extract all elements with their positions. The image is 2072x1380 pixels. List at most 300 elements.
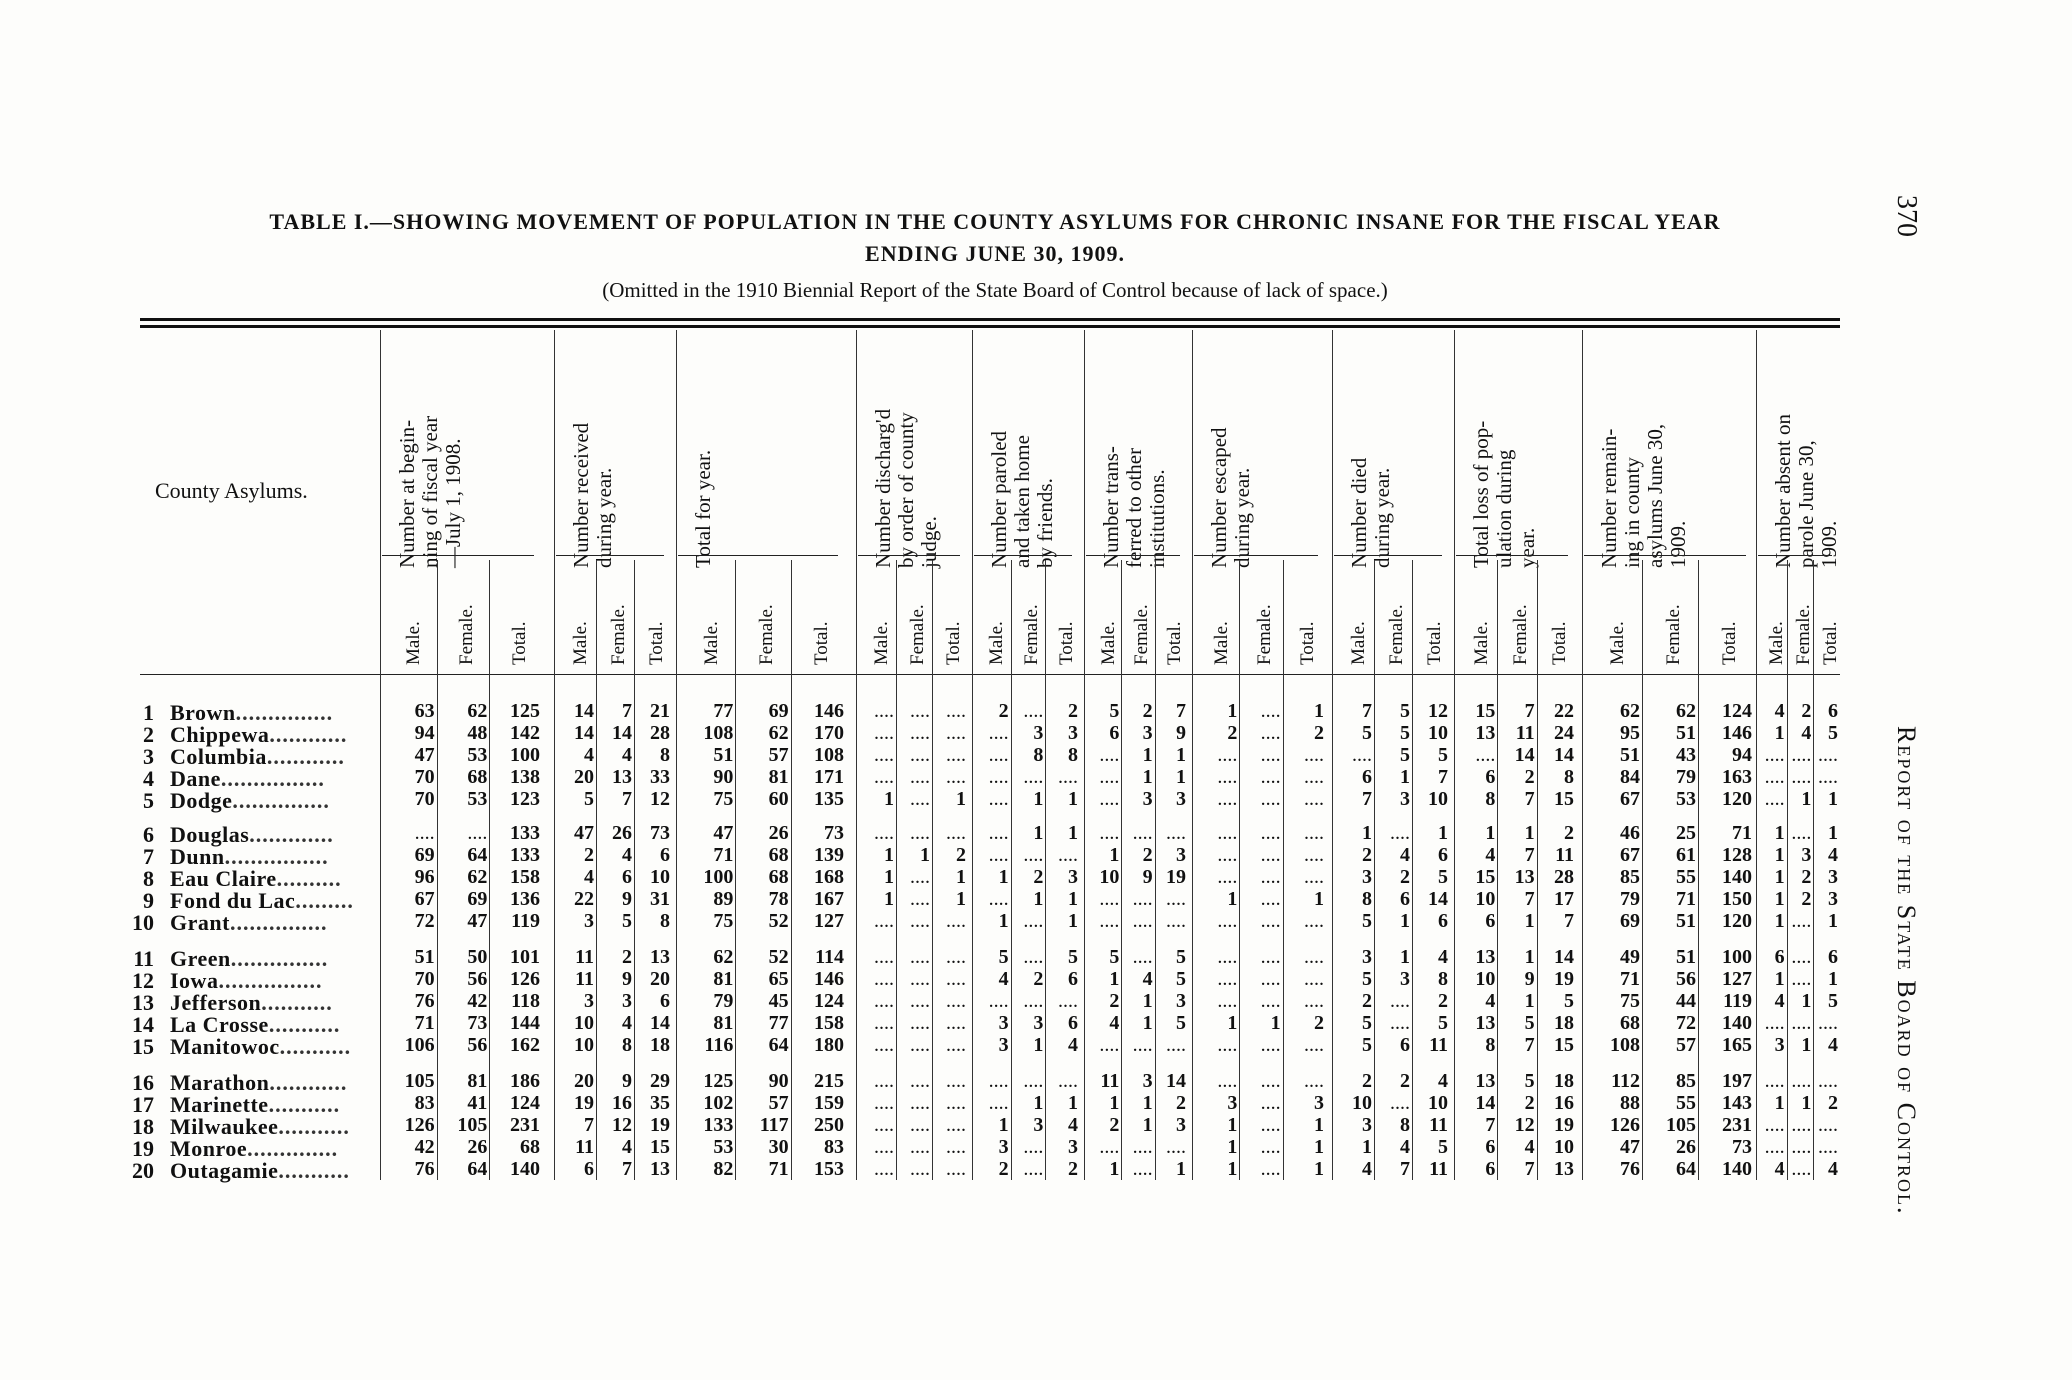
top-rule-1: [140, 318, 1840, 321]
table-cell: 100: [510, 744, 540, 766]
table-cell: ....: [1260, 990, 1281, 1012]
table-cell: 1: [956, 866, 966, 888]
table-cell: 2: [1033, 968, 1044, 990]
table-cell: 1: [884, 888, 894, 910]
table-cell: 69: [1620, 910, 1640, 932]
table-cell: ....: [910, 822, 930, 844]
table-cell: ....: [910, 722, 930, 744]
table-cell: 8: [1564, 766, 1574, 788]
table-cell: ....: [1260, 1136, 1281, 1158]
table-cell: 13: [612, 766, 632, 788]
table-cell: 1: [1068, 822, 1078, 844]
table-cell: 11: [1429, 1114, 1448, 1136]
table-cell: 7: [622, 700, 632, 722]
table-cell: ....: [946, 990, 966, 1012]
table-cell: 1: [1314, 888, 1324, 910]
table-cell: 3: [1068, 866, 1078, 888]
table-cell: ....: [1217, 766, 1238, 788]
subcol-divider: [1642, 560, 1643, 1180]
table-cell: 3: [1362, 866, 1372, 888]
table-cell: 1: [1227, 1114, 1238, 1136]
table-cell: ....: [874, 1034, 894, 1056]
table-cell: 4: [1142, 968, 1153, 990]
row-number: 11: [133, 946, 154, 971]
table-cell: 4: [1400, 1136, 1410, 1158]
table-cell: ....: [910, 946, 930, 968]
title-line-2: ENDING JUNE 30, 1909.: [865, 241, 1125, 266]
table-cell: 72: [1676, 1012, 1696, 1034]
table-cell: ....: [1818, 1114, 1838, 1136]
table-cell: 49: [1620, 946, 1640, 968]
subcol-total-1: Total.: [508, 621, 530, 665]
table-cell: 180: [814, 1034, 844, 1056]
running-head: [1888, 195, 1924, 1215]
table-cell: 82: [713, 1158, 734, 1180]
table-cell: 47: [414, 744, 435, 766]
table-cell: ....: [874, 968, 894, 990]
table-cell: ....: [1166, 888, 1186, 910]
table-cell: 14: [1166, 1070, 1186, 1092]
table-cell: 85: [1620, 866, 1640, 888]
table-cell: 64: [768, 1034, 789, 1056]
table-cell: 71: [1620, 968, 1640, 990]
table-cell: 7: [1524, 788, 1535, 810]
subcol-male-10: Male.: [1607, 621, 1628, 665]
table-cell: 1: [1142, 990, 1153, 1012]
table-cell: 1: [1400, 946, 1410, 968]
table-cell: ....: [1818, 766, 1838, 788]
table-cell: ....: [1166, 910, 1186, 932]
table-cell: ....: [988, 1070, 1009, 1092]
table-cell: 3: [584, 990, 594, 1012]
table-cell: 3: [1176, 990, 1186, 1012]
table-cell: 7: [622, 1158, 632, 1180]
table-cell: 14: [574, 700, 594, 722]
table-cell: 1: [1774, 888, 1785, 910]
table-cell: 163: [1722, 766, 1752, 788]
table-cell: 119: [511, 910, 540, 932]
table-cell: 6: [1485, 910, 1496, 932]
table-cell: ....: [874, 1012, 894, 1034]
subcol-total-3: Total.: [811, 621, 833, 665]
table-cell: 19: [1554, 968, 1574, 990]
table-cell: ....: [910, 1012, 930, 1034]
table-cell: 3: [1068, 1136, 1078, 1158]
table-cell: 124: [814, 990, 844, 1012]
table-cell: 6: [660, 990, 670, 1012]
table-cell: 5: [998, 946, 1009, 968]
table-cell: 2: [1176, 1092, 1186, 1114]
subcol-divider: [437, 560, 438, 1180]
subcol-female-5: Female.: [1021, 604, 1042, 665]
table-cell: ....: [1058, 1070, 1078, 1092]
group-header-10: Number remain- ing in county asylums June 30, 1909.: [1597, 423, 1690, 568]
group-underline: [1334, 555, 1442, 556]
table-cell: ....: [910, 910, 930, 932]
table-cell: ....: [1791, 822, 1812, 844]
table-cell: ....: [1304, 968, 1324, 990]
leader-dots: ............: [269, 722, 348, 747]
table-cell: ....: [1099, 1034, 1120, 1056]
table-cell: 5: [1400, 700, 1410, 722]
table-cell: ....: [1217, 866, 1238, 888]
table-cell: ....: [1099, 910, 1120, 932]
table-cell: 51: [1620, 744, 1640, 766]
table-cell: 8: [622, 1034, 632, 1056]
table-cell: ....: [1132, 1034, 1153, 1056]
table-cell: 70: [414, 788, 435, 810]
table-cell: 118: [511, 990, 540, 1012]
table-cell: 70: [414, 766, 435, 788]
table-cell: ....: [1217, 968, 1238, 990]
table-cell: 158: [814, 1012, 844, 1034]
row-number: 6: [143, 822, 154, 847]
group-header-4: Number discharg'd by order of county judge.: [871, 408, 941, 568]
subcol-divider: [489, 560, 490, 1180]
table-cell: ....: [1791, 1158, 1812, 1180]
table-cell: 14: [612, 722, 632, 744]
table-cell: ....: [910, 1158, 930, 1180]
table-cell: 5: [1524, 1070, 1535, 1092]
subcol-total-11: Total.: [1819, 621, 1841, 665]
table-cell: ....: [1304, 744, 1324, 766]
table-cell: 3: [622, 990, 632, 1012]
table-cell: 4: [1438, 1070, 1448, 1092]
leader-dots: .............: [249, 822, 334, 847]
table-cell: ....: [1764, 744, 1785, 766]
table-cell: ....: [1791, 968, 1812, 990]
county-name: Fond du Lac.........: [170, 888, 354, 913]
table-cell: 19: [1166, 866, 1186, 888]
table-cell: 2: [998, 700, 1009, 722]
table-cell: 231: [1722, 1114, 1752, 1136]
table-cell: 30: [768, 1136, 789, 1158]
table-cell: ....: [946, 1012, 966, 1034]
table-cell: 2: [1314, 722, 1324, 744]
table-cell: ....: [946, 744, 966, 766]
table-cell: ....: [946, 700, 966, 722]
table-cell: 9: [622, 1070, 632, 1092]
table-cell: ....: [1304, 946, 1324, 968]
table-cell: 22: [574, 888, 594, 910]
table-cell: 2: [1801, 866, 1812, 888]
table-cell: ....: [988, 744, 1009, 766]
table-cell: 6: [622, 866, 632, 888]
table-cell: 26: [1676, 1136, 1696, 1158]
county-name: Monroe..............: [170, 1136, 339, 1161]
subcol-total-7: Total.: [1297, 621, 1319, 665]
table-cell: ....: [1023, 1070, 1044, 1092]
table-cell: 3: [1033, 1012, 1044, 1034]
table-cell: ....: [1099, 766, 1120, 788]
table-cell: ....: [988, 822, 1009, 844]
county-name: Outagamie...........: [170, 1158, 350, 1183]
table-cell: 6: [1438, 910, 1448, 932]
table-cell: ....: [946, 1136, 966, 1158]
table-cell: 18: [650, 1034, 670, 1056]
table-cell: 79: [713, 990, 734, 1012]
table-cell: ....: [1099, 744, 1120, 766]
table-cell: ....: [1791, 744, 1812, 766]
table-cell: 6: [1774, 946, 1785, 968]
table-cell: ....: [1304, 1070, 1324, 1092]
table-cell: 60: [768, 788, 789, 810]
table-cell: 153: [814, 1158, 844, 1180]
table-cell: 72: [414, 910, 435, 932]
table-cell: ....: [1099, 788, 1120, 810]
county-name: Jefferson...........: [170, 990, 333, 1015]
table-cell: 69: [768, 700, 789, 722]
table-cell: 5: [1828, 990, 1838, 1012]
table-cell: ....: [910, 866, 930, 888]
table-cell: 11: [575, 968, 594, 990]
table-cell: ....: [1390, 1092, 1410, 1114]
table-cell: 13: [1554, 1158, 1574, 1180]
table-cell: 7: [1438, 766, 1448, 788]
table-cell: 3: [1828, 866, 1838, 888]
subcol-female-1: Female.: [456, 604, 477, 665]
table-cell: ....: [1217, 822, 1238, 844]
table-cell: 16: [1554, 1092, 1574, 1114]
table-cell: 133: [510, 844, 540, 866]
table-cell: 8: [1485, 1034, 1496, 1056]
table-cell: 1: [1142, 1092, 1153, 1114]
row-number: 8: [143, 866, 154, 891]
table-cell: 57: [1676, 1034, 1696, 1056]
table-cell: 2: [1142, 700, 1153, 722]
leader-dots: ...........: [268, 1012, 341, 1037]
table-cell: 167: [814, 888, 844, 910]
table-cell: ....: [1260, 744, 1281, 766]
table-cell: 5: [1400, 744, 1410, 766]
table-cell: 7: [584, 1114, 594, 1136]
table-cell: ....: [1023, 946, 1044, 968]
table-cell: 1: [884, 866, 894, 888]
subcol-female-8: Female.: [1386, 604, 1407, 665]
table-cell: 8: [1362, 888, 1372, 910]
table-cell: 2: [1314, 1012, 1324, 1034]
table-cell: 5: [1564, 990, 1574, 1012]
table-cell: 35: [650, 1092, 670, 1114]
table-title: [140, 206, 1850, 270]
table-cell: 71: [768, 1158, 789, 1180]
table-cell: ....: [946, 722, 966, 744]
table-cell: 8: [660, 910, 670, 932]
table-cell: 42: [414, 1136, 435, 1158]
table-cell: 1: [1828, 788, 1838, 810]
table-cell: 26: [467, 1136, 488, 1158]
table-cell: 1: [1400, 766, 1410, 788]
group-underline: [974, 555, 1072, 556]
table-cell: 5: [1524, 1012, 1535, 1034]
table-cell: 140: [1722, 1012, 1752, 1034]
table-cell: ....: [910, 788, 930, 810]
table-cell: 2: [1564, 822, 1574, 844]
table-cell: 105: [404, 1070, 435, 1092]
table-cell: 140: [1722, 1158, 1752, 1180]
table-cell: ....: [1260, 722, 1281, 744]
table-cell: 11: [1555, 844, 1574, 866]
table-cell: ....: [1304, 866, 1324, 888]
row-number: 4: [143, 766, 154, 791]
table-cell: 4: [622, 1012, 632, 1034]
leader-dots: ............: [269, 1070, 348, 1095]
table-cell: 31: [650, 888, 670, 910]
table-cell: 2: [1524, 1092, 1535, 1114]
table-cell: 6: [1400, 1034, 1410, 1056]
table-cell: ....: [1260, 888, 1281, 910]
county-name: Columbia............: [170, 744, 345, 769]
table-cell: 47: [467, 910, 488, 932]
row-number: 10: [132, 910, 154, 935]
subcol-total-4: Total.: [943, 621, 964, 665]
subcol-total-6: Total.: [1164, 621, 1186, 665]
table-cell: 71: [713, 844, 734, 866]
table-cell: 19: [1554, 1114, 1574, 1136]
table-cell: ....: [1217, 946, 1238, 968]
table-cell: 114: [815, 946, 844, 968]
table-cell: ....: [910, 744, 930, 766]
table-cell: 250: [814, 1114, 844, 1136]
table-cell: 3: [584, 910, 594, 932]
table-cell: 1: [1033, 788, 1044, 810]
table-cell: 43: [1676, 744, 1696, 766]
table-cell: 83: [824, 1136, 844, 1158]
table-cell: 15: [1475, 700, 1496, 722]
table-cell: ....: [1217, 788, 1238, 810]
table-cell: 1: [1068, 788, 1078, 810]
page-number: 370: [1891, 195, 1922, 237]
county-name: Marathon............: [170, 1070, 348, 1095]
row-number: 2: [143, 722, 154, 747]
table-cell: 3: [1142, 722, 1153, 744]
subcol-male-1: Male.: [403, 621, 425, 665]
group-divider: [1192, 330, 1193, 1180]
table-cell: 11: [575, 946, 594, 968]
table-cell: 3: [1774, 1034, 1785, 1056]
table-cell: 63: [414, 700, 435, 722]
table-cell: 1: [1033, 822, 1044, 844]
table-cell: 6: [1485, 1158, 1496, 1180]
table-cell: 33: [650, 766, 670, 788]
table-cell: 26: [768, 822, 789, 844]
table-cell: 14: [1514, 744, 1535, 766]
table-cell: 5: [622, 910, 632, 932]
table-cell: 62: [1620, 700, 1640, 722]
group-underline: [1456, 555, 1568, 556]
table-cell: 5: [1362, 1034, 1372, 1056]
table-cell: 77: [768, 1012, 789, 1034]
table-cell: ....: [874, 766, 894, 788]
table-cell: ....: [946, 1092, 966, 1114]
table-cell: ....: [1099, 888, 1120, 910]
table-cell: ....: [1058, 844, 1078, 866]
table-cell: 45: [768, 990, 789, 1012]
table-cell: 1: [1314, 700, 1324, 722]
table-cell: 73: [467, 1012, 488, 1034]
table-cell: 53: [467, 788, 488, 810]
table-cell: 100: [1722, 946, 1752, 968]
subcol-male-4: Male.: [871, 621, 892, 665]
table-cell: ....: [1791, 1136, 1812, 1158]
table-cell: ....: [946, 766, 966, 788]
table-cell: ....: [1764, 766, 1785, 788]
table-cell: 51: [1676, 722, 1696, 744]
table-cell: 7: [1564, 910, 1574, 932]
table-cell: 133: [510, 822, 540, 844]
table-cell: 3: [1362, 1114, 1372, 1136]
table-cell: 123: [510, 788, 540, 810]
table-cell: 8: [1485, 788, 1496, 810]
table-cell: 11: [1100, 1070, 1120, 1092]
table-cell: 6: [660, 844, 670, 866]
table-cell: ....: [1260, 1092, 1281, 1114]
table-cell: ....: [874, 1092, 894, 1114]
table-cell: 55: [1676, 1092, 1696, 1114]
table-cell: 4: [1109, 1012, 1120, 1034]
table-cell: 1: [1400, 910, 1410, 932]
county-name: Chippewa............: [170, 722, 348, 747]
table-cell: 1: [1774, 844, 1785, 866]
table-cell: 10: [1428, 788, 1448, 810]
table-cell: 127: [1722, 968, 1752, 990]
table-cell: ....: [1791, 1114, 1812, 1136]
table-cell: 3: [1400, 788, 1410, 810]
table-cell: ....: [910, 888, 930, 910]
table-cell: ....: [1260, 766, 1281, 788]
table-cell: ....: [1058, 766, 1078, 788]
table-cell: 83: [414, 1092, 435, 1114]
county-name: Eau Claire..........: [170, 866, 342, 891]
table-cell: ....: [1260, 910, 1281, 932]
table-cell: 52: [768, 946, 789, 968]
table-cell: 81: [713, 968, 734, 990]
table-cell: 2: [998, 1158, 1009, 1180]
county-name: Brown...............: [170, 700, 334, 725]
table-cell: 10: [1352, 1092, 1372, 1114]
table-cell: 9: [1176, 722, 1186, 744]
group-underline: [382, 555, 534, 556]
table-cell: 126: [1610, 1114, 1640, 1136]
table-cell: 9: [622, 968, 632, 990]
table-cell: 1: [1227, 888, 1238, 910]
table-cell: ....: [1791, 910, 1812, 932]
group-underline: [678, 555, 838, 556]
row-number: 19: [132, 1136, 154, 1161]
table-cell: 68: [520, 1136, 540, 1158]
subcol-divider: [735, 560, 736, 1180]
table-cell: 13: [650, 946, 670, 968]
table-cell: ....: [1058, 990, 1078, 1012]
table-cell: 4: [622, 1136, 632, 1158]
table-cell: 14: [1428, 888, 1448, 910]
table-cell: 12: [1428, 700, 1448, 722]
table-cell: 56: [1676, 968, 1696, 990]
group-divider: [676, 330, 677, 1180]
table-cell: 2: [1362, 1070, 1372, 1092]
table-cell: 1: [1176, 744, 1186, 766]
table-cell: 18: [1554, 1070, 1574, 1092]
table-cell: 3: [1400, 968, 1410, 990]
table-cell: 4: [584, 744, 594, 766]
table-cell: 3: [1227, 1092, 1238, 1114]
table-cell: 124: [510, 1092, 540, 1114]
row-number: 18: [132, 1114, 154, 1139]
table-cell: 21: [650, 700, 670, 722]
table-cell: 1: [884, 788, 894, 810]
group-header-11: Number absent on parole June 30, 1909.: [1771, 414, 1841, 568]
table-cell: 78: [768, 888, 789, 910]
